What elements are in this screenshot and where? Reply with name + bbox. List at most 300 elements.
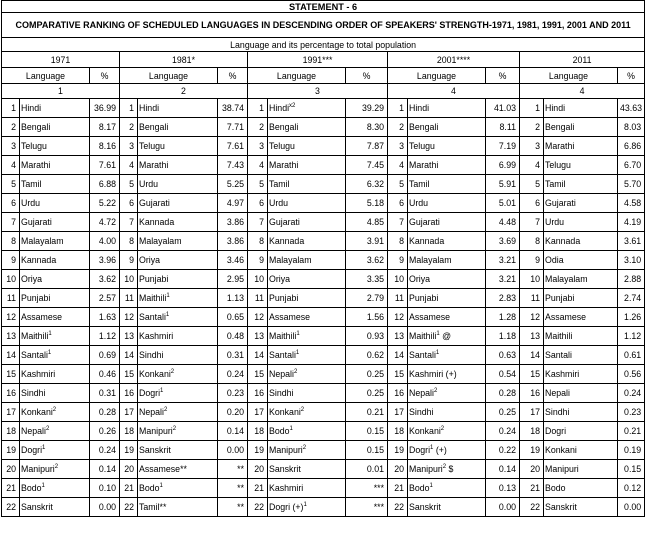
- rank-cell: 13: [248, 327, 268, 346]
- table-row: [2, 365, 645, 384]
- language-cell: [20, 137, 90, 156]
- language-cell: [138, 175, 218, 194]
- language-cell: [20, 441, 90, 460]
- rank-cell: 12: [388, 308, 408, 327]
- percent-cell: 8.17: [90, 118, 120, 137]
- rank-cell: 17: [388, 403, 408, 422]
- rank-cell: 5: [2, 175, 20, 194]
- percent-cell: 0.56: [618, 365, 645, 384]
- rank-cell: 9: [520, 251, 544, 270]
- language-cell: [268, 422, 346, 441]
- language-name: Marathi: [409, 160, 439, 170]
- language-name: Konkani: [545, 445, 577, 455]
- rank-cell: 2: [120, 118, 138, 137]
- rank-cell: 22: [388, 498, 408, 517]
- rank-cell: 12: [520, 308, 544, 327]
- language-cell: [544, 384, 618, 403]
- language-cell: [268, 289, 346, 308]
- language-cell: [408, 346, 486, 365]
- language-cell: [408, 137, 486, 156]
- language-cell: [544, 156, 618, 175]
- language-header: Language: [120, 68, 218, 84]
- footnote-mark: 2: [442, 464, 447, 470]
- column-number: 4: [388, 84, 520, 99]
- percent-cell: 8.11: [486, 118, 520, 137]
- language-cell: [138, 384, 218, 403]
- rank-cell: 6: [248, 194, 268, 213]
- rank-cell: 14: [2, 346, 20, 365]
- language-name: Punjabi: [269, 293, 299, 303]
- language-name: Santali: [21, 350, 48, 360]
- language-cell: [544, 289, 618, 308]
- language-cell: [408, 403, 486, 422]
- language-cell: [20, 498, 90, 517]
- language-name: Kashmiri: [21, 369, 56, 379]
- language-cell: [408, 498, 486, 517]
- rank-cell: 22: [248, 498, 268, 517]
- percent-cell: 1.26: [618, 308, 645, 327]
- language-header: Language: [388, 68, 486, 84]
- language-cell: [408, 422, 486, 441]
- language-cell: [408, 270, 486, 289]
- language-cell: [544, 498, 618, 517]
- table-row: [2, 346, 645, 365]
- language-name: Nepali: [269, 369, 294, 379]
- language-name: Urdu: [269, 198, 289, 208]
- language-cell: [20, 460, 90, 479]
- percent-header: %: [218, 68, 248, 84]
- rank-cell: 10: [2, 270, 20, 289]
- language-name: Dogri (+): [269, 502, 304, 512]
- language-name: Tamil: [269, 179, 290, 189]
- percent-cell: 0.00: [218, 441, 248, 460]
- language-cell: [138, 308, 218, 327]
- language-name: Manipuri: [545, 464, 579, 474]
- language-name: Oriya: [139, 255, 161, 265]
- language-name: Bengali: [545, 122, 575, 132]
- percent-cell: 0.61: [618, 346, 645, 365]
- language-name: Bodo: [545, 483, 566, 493]
- percent-cell: 1.13: [218, 289, 248, 308]
- rank-cell: 5: [388, 175, 408, 194]
- language-cell: [268, 118, 346, 137]
- language-name: Nepali: [409, 388, 434, 398]
- percent-cell: 7.19: [486, 137, 520, 156]
- percent-cell: 5.01: [486, 194, 520, 213]
- rank-cell: 10: [388, 270, 408, 289]
- rank-cell: 9: [248, 251, 268, 270]
- footnote-mark: 1: [289, 426, 293, 432]
- language-cell: [138, 118, 218, 137]
- rank-cell: 7: [2, 213, 20, 232]
- rank-cell: 22: [520, 498, 544, 517]
- language-name: Konkani: [139, 369, 171, 379]
- percent-cell: 3.35: [346, 270, 388, 289]
- language-cell: [544, 118, 618, 137]
- language-name: Manipuri: [139, 426, 173, 436]
- footnote-mark: 2: [302, 445, 307, 451]
- percent-cell: **: [218, 460, 248, 479]
- language-cell: [138, 232, 218, 251]
- rank-cell: 18: [520, 422, 544, 441]
- language-name: Kashmiri: [269, 483, 304, 493]
- footnote-mark: 1: [166, 293, 170, 299]
- language-name: Bengali: [21, 122, 51, 132]
- column-number: 2: [120, 84, 248, 99]
- rank-cell: 1: [2, 99, 20, 118]
- percent-cell: 4.58: [618, 194, 645, 213]
- percent-cell: 6.86: [618, 137, 645, 156]
- rank-cell: 21: [520, 479, 544, 498]
- percent-cell: 0.00: [90, 498, 120, 517]
- language-cell: [20, 251, 90, 270]
- language-cell: [138, 213, 218, 232]
- rank-cell: 10: [248, 270, 268, 289]
- rank-cell: 17: [520, 403, 544, 422]
- footnote-mark: 1: [435, 350, 440, 356]
- language-cell: [268, 175, 346, 194]
- percent-cell: 6.88: [90, 175, 120, 194]
- table-row: [2, 213, 645, 232]
- language-cell: [408, 175, 486, 194]
- language-cell: [138, 441, 218, 460]
- percent-cell: 7.43: [218, 156, 248, 175]
- percent-cell: 5.70: [618, 175, 645, 194]
- percent-cell: 2.83: [486, 289, 520, 308]
- table-row: [2, 441, 645, 460]
- percent-cell: 0.01: [346, 460, 388, 479]
- language-name: Sanskrit: [21, 502, 53, 512]
- rank-cell: 16: [2, 384, 20, 403]
- statement-label: STATEMENT - 6: [2, 1, 645, 13]
- percent-cell: 7.45: [346, 156, 388, 175]
- language-name: Assamese: [269, 312, 311, 322]
- language-name: Kannada: [21, 255, 57, 265]
- percent-cell: 4.48: [486, 213, 520, 232]
- rank-cell: 3: [120, 137, 138, 156]
- percent-cell: 5.22: [90, 194, 120, 213]
- rank-cell: 7: [520, 213, 544, 232]
- language-name: Kashmiri: [139, 331, 174, 341]
- language-cell: [20, 327, 90, 346]
- footnote-mark: 1: [159, 483, 163, 489]
- percent-cell: 0.28: [486, 384, 520, 403]
- rank-cell: 19: [520, 441, 544, 460]
- table-row: [2, 384, 645, 403]
- language-name: Bengali: [269, 122, 299, 132]
- language-cell: [20, 384, 90, 403]
- language-name: Telugu: [139, 141, 165, 151]
- language-cell: [20, 365, 90, 384]
- language-cell: [138, 156, 218, 175]
- language-name: Sanskrit: [269, 464, 301, 474]
- percent-cell: 0.00: [486, 498, 520, 517]
- rank-cell: 22: [2, 498, 20, 517]
- year-header: 1971: [2, 52, 120, 68]
- table-row: [2, 327, 645, 346]
- rank-cell: 4: [120, 156, 138, 175]
- footnote-suffix: (+): [433, 445, 447, 455]
- rank-cell: 4: [388, 156, 408, 175]
- percent-cell: 0.14: [218, 422, 248, 441]
- language-cell: [138, 460, 218, 479]
- rank-cell: 19: [388, 441, 408, 460]
- language-name: Sanskrit: [545, 502, 577, 512]
- percent-cell: 0.10: [90, 479, 120, 498]
- rank-cell: 9: [2, 251, 20, 270]
- percent-cell: 3.69: [486, 232, 520, 251]
- language-cell: [544, 137, 618, 156]
- footnote-mark: 2: [54, 464, 59, 470]
- rank-cell: 15: [248, 365, 268, 384]
- language-name: Assamese: [409, 312, 451, 322]
- language-name: Sindhi: [139, 350, 164, 360]
- language-name: Punjabi: [139, 274, 169, 284]
- language-cell: [138, 137, 218, 156]
- rank-cell: 2: [248, 118, 268, 137]
- language-name: Marathi: [545, 141, 575, 151]
- rank-cell: 12: [2, 308, 20, 327]
- rank-cell: 8: [2, 232, 20, 251]
- language-name: Bengali: [139, 122, 169, 132]
- percent-cell: 3.91: [346, 232, 388, 251]
- language-name: Malayalam: [545, 274, 588, 284]
- language-cell: [268, 479, 346, 498]
- language-cell: [408, 118, 486, 137]
- percent-cell: 0.15: [346, 422, 388, 441]
- language-cell: [268, 365, 346, 384]
- language-cell: [138, 251, 218, 270]
- percent-cell: 0.25: [346, 384, 388, 403]
- language-cell: [20, 308, 90, 327]
- rank-cell: 20: [388, 460, 408, 479]
- rank-cell: 8: [120, 232, 138, 251]
- language-cell: [544, 270, 618, 289]
- percent-cell: ***: [346, 498, 388, 517]
- language-name: Hindi: [409, 103, 430, 113]
- rank-cell: 9: [388, 251, 408, 270]
- language-cell: [408, 213, 486, 232]
- footnote-mark: 2: [163, 407, 168, 413]
- rank-cell: 5: [248, 175, 268, 194]
- percent-header: %: [618, 68, 645, 84]
- language-cell: [408, 327, 486, 346]
- language-cell: [544, 327, 618, 346]
- percent-cell: 4.72: [90, 213, 120, 232]
- rank-cell: 2: [388, 118, 408, 137]
- percent-cell: 0.25: [486, 403, 520, 422]
- language-cell: [408, 460, 486, 479]
- rank-cell: 11: [388, 289, 408, 308]
- language-cell: [544, 251, 618, 270]
- rank-cell: 14: [120, 346, 138, 365]
- rank-cell: 16: [248, 384, 268, 403]
- footnote-mark: 1: [436, 331, 440, 337]
- rank-cell: 19: [248, 441, 268, 460]
- rank-cell: 15: [520, 365, 544, 384]
- percent-cell: 4.00: [90, 232, 120, 251]
- language-cell: [138, 422, 218, 441]
- table-subtitle: Language and its percentage to total population: [2, 38, 645, 52]
- percent-cell: 0.13: [486, 479, 520, 498]
- language-name: Marathi: [269, 160, 299, 170]
- language-cell: [138, 194, 218, 213]
- percent-cell: 0.28: [90, 403, 120, 422]
- percent-cell: 3.86: [218, 232, 248, 251]
- language-name: Konkani: [21, 407, 53, 417]
- language-name: Maithili: [139, 293, 167, 303]
- rank-cell: 4: [248, 156, 268, 175]
- footnote-mark: 1: [160, 388, 164, 394]
- percent-cell: 0.46: [90, 365, 120, 384]
- percent-cell: 3.86: [218, 213, 248, 232]
- language-cell: [20, 346, 90, 365]
- percent-cell: 0.15: [346, 441, 388, 460]
- table-row: [2, 232, 645, 251]
- percent-cell: 0.48: [218, 327, 248, 346]
- rank-cell: 19: [120, 441, 138, 460]
- rank-cell: 3: [248, 137, 268, 156]
- language-name: Oriya: [21, 274, 43, 284]
- percent-cell: 7.87: [346, 137, 388, 156]
- language-name: Maithili: [269, 331, 297, 341]
- rank-cell: 8: [248, 232, 268, 251]
- language-name: Nepali: [21, 426, 46, 436]
- rank-cell: 19: [2, 441, 20, 460]
- language-name: Kannada: [269, 236, 305, 246]
- language-cell: [268, 441, 346, 460]
- footnote-mark: 1: [429, 483, 433, 489]
- language-cell: [20, 194, 90, 213]
- language-name: Assamese**: [139, 464, 187, 474]
- percent-cell: 0.62: [346, 346, 388, 365]
- rank-cell: 17: [248, 403, 268, 422]
- rank-cell: 18: [120, 422, 138, 441]
- percent-cell: 6.99: [486, 156, 520, 175]
- language-header: Language: [2, 68, 90, 84]
- rank-cell: 13: [2, 327, 20, 346]
- language-name: Dogri: [21, 445, 43, 455]
- table-row: [2, 308, 645, 327]
- percent-cell: 0.12: [618, 479, 645, 498]
- rank-cell: 9: [120, 251, 138, 270]
- language-name: Sanskrit: [409, 502, 441, 512]
- language-cell: [138, 289, 218, 308]
- rank-cell: 6: [120, 194, 138, 213]
- language-name: Konkani: [409, 426, 441, 436]
- percent-cell: 6.32: [346, 175, 388, 194]
- percent-cell: 1.12: [90, 327, 120, 346]
- rank-cell: 7: [248, 213, 268, 232]
- language-cell: [408, 308, 486, 327]
- percent-cell: 8.03: [618, 118, 645, 137]
- rank-cell: 2: [2, 118, 20, 137]
- language-name: Urdu: [21, 198, 41, 208]
- rank-cell: 14: [388, 346, 408, 365]
- rank-cell: 1: [388, 99, 408, 118]
- percent-header: %: [486, 68, 520, 84]
- language-name: Tamil: [21, 179, 42, 189]
- rank-cell: 1: [520, 99, 544, 118]
- language-cell: [268, 194, 346, 213]
- percent-cell: 0.14: [90, 460, 120, 479]
- language-cell: [408, 289, 486, 308]
- language-header: Language: [248, 68, 346, 84]
- footnote-mark: 2: [433, 388, 438, 394]
- rank-cell: 3: [388, 137, 408, 156]
- statement-table: [1, 0, 645, 517]
- language-name: Bodo: [269, 426, 290, 436]
- language-name: Urdu: [545, 217, 565, 227]
- table-row: [2, 251, 645, 270]
- footnote-mark: 1: [296, 331, 300, 337]
- language-name: Nepali: [545, 388, 570, 398]
- language-name: Maithili: [21, 331, 49, 341]
- language-cell: [408, 365, 486, 384]
- language-name: Gujarati: [409, 217, 440, 227]
- language-cell: [544, 308, 618, 327]
- percent-cell: 1.12: [618, 327, 645, 346]
- table-row: [2, 460, 645, 479]
- language-name: Telugu: [545, 160, 571, 170]
- rank-cell: 16: [520, 384, 544, 403]
- language-cell: [20, 118, 90, 137]
- language-cell: [544, 441, 618, 460]
- footnote-mark: 1: [41, 483, 45, 489]
- percent-cell: 8.16: [90, 137, 120, 156]
- language-name: Sindhi: [409, 407, 434, 417]
- percent-cell: 1.28: [486, 308, 520, 327]
- language-cell: [408, 232, 486, 251]
- column-number: 1: [2, 84, 120, 99]
- rank-cell: 18: [2, 422, 20, 441]
- rank-cell: 21: [2, 479, 20, 498]
- language-name: Telugu: [409, 141, 435, 151]
- language-name: Oriya: [409, 274, 431, 284]
- language-cell: [20, 232, 90, 251]
- percent-cell: 7.61: [90, 156, 120, 175]
- language-name: Urdu: [139, 179, 159, 189]
- language-name: Konkani: [269, 407, 301, 417]
- language-cell: [268, 498, 346, 517]
- rank-cell: 20: [248, 460, 268, 479]
- percent-cell: 0.21: [618, 422, 645, 441]
- language-name: Manipuri: [21, 464, 55, 474]
- percent-cell: 0.24: [486, 422, 520, 441]
- rank-cell: 8: [520, 232, 544, 251]
- percent-cell: 0.19: [618, 441, 645, 460]
- language-name: Nepali: [139, 407, 164, 417]
- rank-cell: 7: [120, 213, 138, 232]
- language-name: Telugu: [269, 141, 295, 151]
- language-cell: [544, 346, 618, 365]
- percent-cell: 0.20: [218, 403, 248, 422]
- rank-cell: 6: [2, 194, 20, 213]
- percent-cell: 3.21: [486, 251, 520, 270]
- percent-cell: 2.95: [218, 270, 248, 289]
- language-cell: [544, 99, 618, 118]
- language-cell: [268, 213, 346, 232]
- footnote-mark: 2: [440, 426, 445, 432]
- table-row: [2, 194, 645, 213]
- language-name: Malayalam: [139, 236, 182, 246]
- percent-cell: 1.63: [90, 308, 120, 327]
- percent-cell: 0.22: [486, 441, 520, 460]
- language-cell: [268, 327, 346, 346]
- percent-cell: 36.99: [90, 99, 120, 118]
- language-name: Gujarati: [21, 217, 52, 227]
- percent-cell: 0.00: [618, 498, 645, 517]
